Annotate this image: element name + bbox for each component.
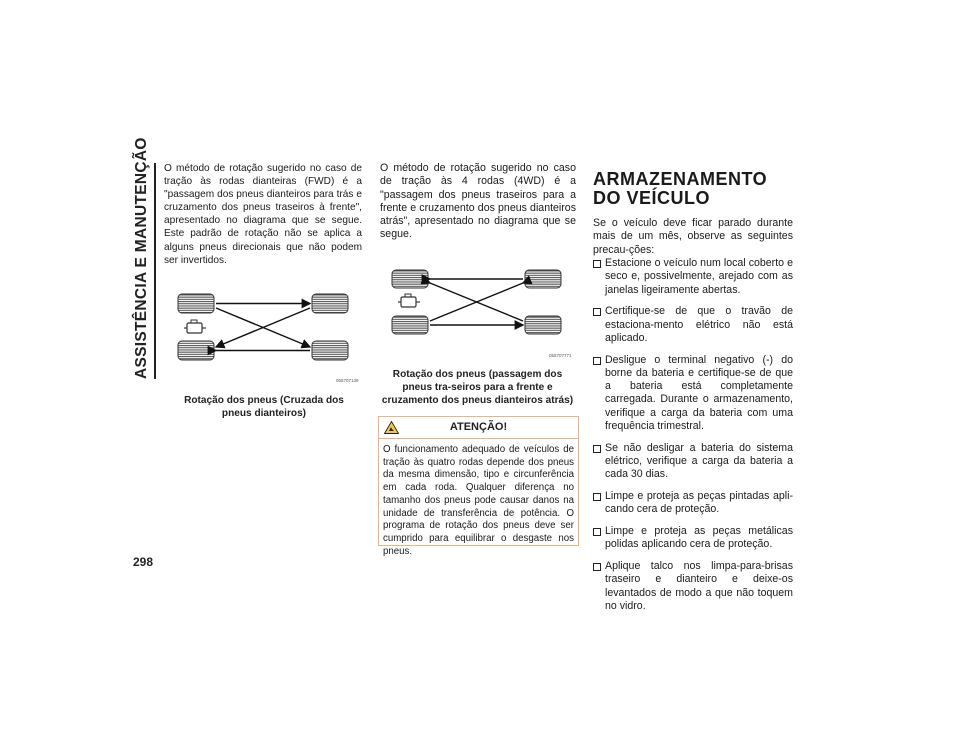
checkbox-icon <box>593 308 601 316</box>
fwd-rotation-paragraph: O método de rotação sugerido no caso de tração às rodas dianteiras (FWD) é a "passagem dos pneus dianteiros para trás e cruzamento dos pneus traseiros à frente", apresentado no diagrama que se segue. Este padrão de rotação não se aplica a alguns pneus direcionais que não podem ser invertidos. <box>164 163 362 266</box>
checkbox-icon <box>593 260 601 268</box>
section-heading: ARMAZENAMENTO DO VEÍCULO <box>593 169 768 208</box>
sidebar-title-text: ASSISTÊNCIA E MANUTENÇÃO <box>133 137 150 379</box>
list-item: Aplique talco nos limpa-para-brisas traseiro e dianteiro e deixe-os levantados de modo a que não toquem no vidro. <box>593 560 793 613</box>
warning-box <box>378 416 579 557</box>
list-item: Limpe e proteja as peças pintadas apli-cando cera de proteção. <box>593 490 793 517</box>
4wd-figure-caption: Rotação dos pneus (passagem dos pneus tra-seiros para a frente e cruzamento dos pneus dianteiros atrás) <box>381 369 574 406</box>
column-fwd-rotation <box>164 162 362 267</box>
checkbox-icon <box>593 357 601 365</box>
fwd-figure-code: 055707139 <box>336 378 359 383</box>
checkbox-icon <box>593 445 601 453</box>
warning-body: O funcionamento adequado de veículos de tração às quatro rodas depende dos pneus da mesma dimensão, tipo e circunferência em cada roda. Qualquer diferença no tamanho dos pneus pode causar danos na unidade de transferência de potência. O programa de rotação dos pneus deve ser cumprido para equilibrar o desgaste nos pneus. <box>383 444 574 557</box>
fwd-rotation-diagram <box>176 290 364 384</box>
tire-front-right <box>312 294 348 313</box>
warning-header <box>379 417 578 439</box>
tire-front-left <box>178 294 214 313</box>
warning-title: ATENÇÃO! <box>449 421 508 433</box>
page-number: 298 <box>133 555 154 569</box>
column-4wd-rotation <box>380 162 576 242</box>
fwd-figure-caption: Rotação dos pneus (Cruzada dos pneus dianteiros) <box>184 395 344 419</box>
4wd-figure-code: 055707771 <box>549 353 572 358</box>
list-item: Certifique-se de que o travão de estaciona-mento elétrico não está aplicado. <box>593 305 793 345</box>
tire-rear-right <box>525 316 561 334</box>
list-item: Se não desligar a bateria do sistema elétrico, verifique a carga da bateria a cada 30 dias. <box>593 442 793 482</box>
sidebar-divider <box>154 163 156 379</box>
tire-front-right <box>525 270 561 288</box>
storage-intro: Se o veículo deve ficar parado durante mais de um mês, observe as seguintes precau-ções: <box>593 217 793 256</box>
storage-checklist <box>593 257 793 622</box>
checkbox-icon <box>593 528 601 536</box>
tire-front-left <box>392 270 428 288</box>
checkbox-icon <box>593 563 601 571</box>
4wd-rotation-diagram <box>390 266 566 340</box>
tire-rear-left <box>392 316 428 334</box>
list-item: Estacione o veículo num local coberto e seco e, possivelmente, arejado com as janelas ligeiramente abertas. <box>593 257 793 297</box>
checkbox-icon <box>593 493 601 501</box>
engine-icon <box>398 294 420 307</box>
tire-rear-left <box>178 341 214 360</box>
tire-rear-right <box>312 341 348 360</box>
list-item: Desligue o terminal negativo (-) do borne da bateria e certifique-se de que a bateria está completamente carregada. Durante o armazenamento, verifique a carga da bateria com uma frequência trimestral. <box>593 354 793 434</box>
list-item: Limpe e proteja as peças metálicas polidas aplicando cera de proteção. <box>593 525 793 552</box>
4wd-rotation-paragraph: O método de rotação sugerido no caso de tração às 4 rodas (4WD) é a "passagem dos pneus traseiros para a frente e cruzamento dos pneus dianteiros atrás", apresentado no diagrama que se segue. <box>380 162 576 241</box>
engine-icon <box>184 320 206 333</box>
